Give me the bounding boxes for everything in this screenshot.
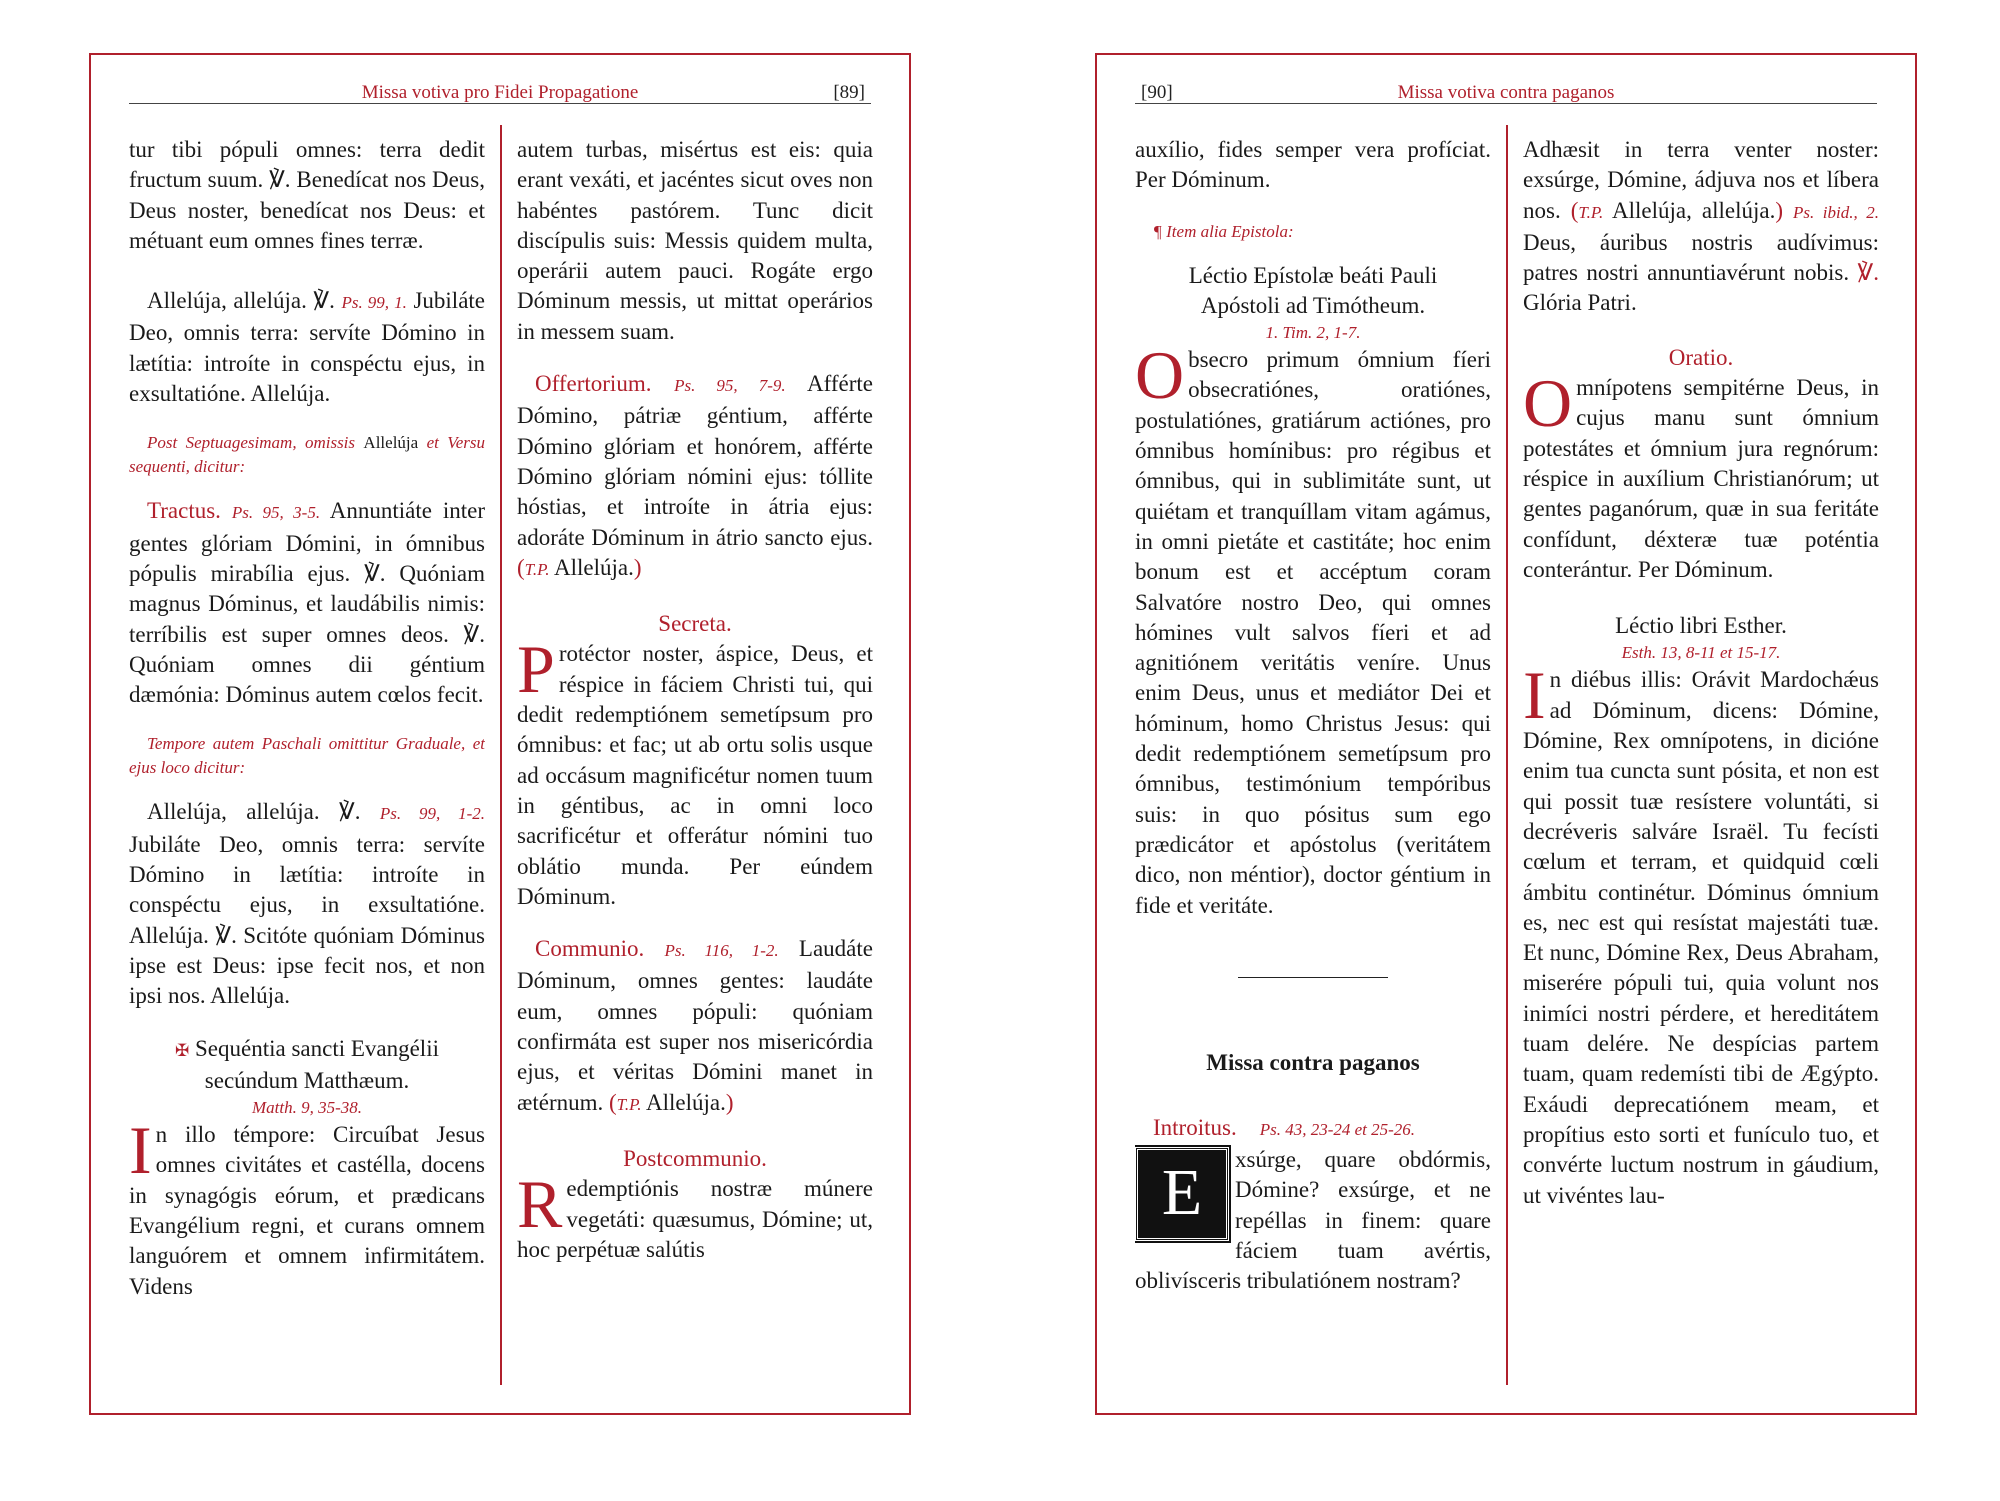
right-page xyxy=(1095,53,1917,1415)
gospel-text: In illo témpore: Circuíbat Jesus omnes civitátes et castélla, docens in synagógis eórum, et prædicans Evangélium regni, et curans omnem languórem et omnem infirmitátem. Videns xyxy=(129,1112,485,1299)
verse-text: Adhæsit in terra venter noster: exsúrge, Dómine, ádjuva nos et líbera nos. (T.P. Allelúja, allelúja.) Ps. ibid., 2. Deus, áuribus nostris audívimus: patres nostri annuntiavérunt nobis. ℣. Glória Patri. xyxy=(1523,137,1879,316)
drop-cap: I xyxy=(129,1112,152,1189)
prayer-ending: auxílio, fides semper vera profíciat. Per Dóminum. xyxy=(1135,137,1491,193)
oratio-text: Omnípotens sempitérne Deus, in cujus manu sunt ómnium potestátes et ómnium jura regnórum: réspice in auxílium Christianórum; ut gentes paganórum, quæ in sua feritáte confídunt, déxteræ tuæ poténtia conterántur. Per Dóminum. xyxy=(1523,365,1879,582)
tractus: Tractus. Ps. 95, 3-5. Annuntiáte inter gentes glóriam Dómini, in ómnibus pópulis mirabília ejus. ℣. Quóniam magnus Dóminus, et laudábilis nimis: terríbilis est super omnes deos. ℣. Quóniam omnes dii géntium dæmónia: Dóminus autem cœlos fecit. xyxy=(129,498,485,708)
epistle-text: Obsecro primum ómnium fíeri obsecratiónes, oratiónes, postulatiónes, gratiárum actiónes, pro ómnibus homínibus: pro régibus et ómnibus, qui in sublimitáte sunt, ut quiétam et tranquíllam vitam agámus, in omni pietáte et castitáte; hoc enim bonum est et accéptum coram Salvatóre nostro Deo, qui omnes hómines vult salvos fíeri et ad agnitiónem veritátis veníre. Unus enim Deus, unus et mediátor Dei et hóminum, homo Christus Jesus: qui dedit redemptiónem semetípsum pro ómnibus, testimónium tempóribus suis: in quo pósitus sum ego prædicátor et apóstolus (veritátem dico, non méntior), doctor géntium in fide et veritáte. xyxy=(1135,337,1491,918)
right-column-1 xyxy=(1135,135,1491,1395)
gospel-title-2: secúndum Matthæum. xyxy=(204,1067,410,1093)
left-page-number: [89] xyxy=(833,82,865,103)
drop-cap: P xyxy=(517,631,555,708)
left-page-header xyxy=(129,67,871,104)
mass-title: Missa contra paganos xyxy=(1206,1050,1420,1076)
drop-cap: O xyxy=(1523,365,1573,442)
column-divider xyxy=(500,125,502,1385)
epistle-title: Léctio Epístolæ beáti Pauli xyxy=(1188,262,1438,288)
column-divider xyxy=(1506,125,1508,1385)
drop-cap: O xyxy=(1135,337,1185,414)
introitus-heading: Introitus. Ps. 43, 23-24 et 25-26. xyxy=(1153,1114,1416,1140)
postcommunio-heading: Postcommunio. xyxy=(623,1145,767,1171)
epistle-title-2: Apóstoli ad Timótheum. xyxy=(1200,292,1426,318)
section-rule xyxy=(1238,977,1388,979)
left-column-1 xyxy=(129,135,485,1395)
drop-cap: R xyxy=(517,1166,563,1243)
secreta-heading: Secreta. xyxy=(658,611,732,637)
right-page-number: [90] xyxy=(1141,82,1173,103)
gospel-ref: Matth. 9, 35-38. xyxy=(251,1098,363,1118)
right-header-title: Missa votiva contra paganos xyxy=(1397,82,1615,103)
rubric-septuagesima: Post Septuagesimam, omissis Allelúja et Versu sequenti, dicitur: xyxy=(129,433,485,477)
alleluia-verse: Allelúja, allelúja. ℣. Ps. 99, 1. Jubiláte Deo, omnis terra: servíte Dómino in lætítia: introíte in conspéctu ejus, in exsultatióne. Allelúja. xyxy=(129,288,485,407)
offertorium: Offertorium. Ps. 95, 7-9. Afférte Dómino, pátriæ géntium, afférte Dómino glóriam et honórem, afférte Dómino glóriam nómini ejus: tóllite hóstias, et introíte in átria ejus: adoráte Dóminum in átrio sancto ejus. (T.P. Allelúja.) xyxy=(517,371,873,580)
introitus-text: E xsúrge, quare obdórmis, Dómine? exsúrge, et ne repéllas in finem: quare fáciem tuam avértis, oblivísceris tribulatiónem nostram? xyxy=(1135,1146,1491,1294)
gospel-continued: autem turbas, misértus est eis: quia erant vexáti, et jacéntes sicut oves non habéntes pastórem. Tunc dicit discípulis suis: Messis quidem multa, operárii autem pauci. Rogáte ergo Dóminum messis, ut mittat operários in messem suam. xyxy=(517,137,873,344)
lectio-text: In diébus illis: Orávit Mardochǽus ad Dóminum, dicens: Dómine, Dómine, Rex omnípotens, in dicióne enim tua cuncta sunt pósita, et non est qui possit tuæ resístere voluntáti, si decréveris salváre Israël. Tu fecísti cœlum et terram, et quidquid cœli ámbitu continétur. Dóminus ómnium es, nec est qui resístat majestáti tuæ. Et nunc, Dómine Rex, Deus Abraham, miserére pópuli tui, quia volunt nos inimíci nostri pérdere, et hereditátem tuam delére. Ne despícias partem tuam, quam redemísti tibi de Ægýpto. Exáudi deprecatiónem meam, et propítius esto sorti et funículo tuo, et convérte luctum nostrum in gáudium, ut vivéntes lau- xyxy=(1523,657,1879,1208)
secreta-text: Protéctor noster, áspice, Deus, et réspice in fáciem Christi tui, qui dedit redemptiónem semetípsum pro ómnibus: et fac; ut ab ortu solis usque ad occásum magnificétur nomen tuum in géntibus, ac in omni loco sacrificétur et offerátur nómini tuo oblátio munda. Per eúndem Dóminum. xyxy=(517,631,873,909)
alleluia-verse-2: Allelúja, allelúja. ℣. Ps. 99, 1-2. Jubiláte Deo, omnis terra: servíte Dómino in lætítia: introíte in conspéctu ejus, in exsultatióne. Allelúja. ℣. Scitóte quóniam Dóminus ipse est Deus: ipse fecit nos, et non ipsi nos. Allelúja. xyxy=(129,799,485,1009)
epistle-ref: 1. Tim. 2, 1-7. xyxy=(1265,323,1361,343)
gospel-title: ✠ Sequéntia sancti Evangélii xyxy=(175,1035,439,1061)
left-column-2 xyxy=(517,135,873,1395)
cross-icon: ✠ xyxy=(175,1040,190,1060)
postcommunio-text: Redemptiónis nostræ múnere vegetáti: quæsumus, Dómine; ut, hoc perpétuæ salútis xyxy=(517,1166,873,1262)
oratio-heading: Oratio. xyxy=(1668,344,1734,370)
right-page-header xyxy=(1135,67,1877,104)
rubric-paschal: Tempore autem Paschali omittitur Graduale, et ejus loco dicitur: xyxy=(129,734,485,778)
communio: Communio. Ps. 116, 1-2. Laudáte Dóminum, omnes gentes: laudáte eum, omnes pópuli: quóniam confirmáta est super nos misericórdia ejus, et véritas Dómini manet in ætérnum. (T.P. Allelúja.) xyxy=(517,936,873,1115)
right-column-2 xyxy=(1523,135,1879,1395)
lectio-title: Léctio libri Esther. xyxy=(1615,613,1787,639)
drop-cap: I xyxy=(1523,657,1546,734)
lectio-ref: Esth. 13, 8-11 et 15-17. xyxy=(1621,643,1781,663)
left-page xyxy=(89,53,911,1415)
rubric-epistola: ¶ Item alia Epistola: xyxy=(1153,221,1294,241)
psalm-text: tur tibi pópuli omnes: terra dedit fructum suum. ℣. Benedícat nos Deus, Deus noster, benedícat nos Deus: et métuant eum omnes fines terræ. xyxy=(129,137,485,253)
left-header-title: Missa votiva pro Fidei Propagatione xyxy=(361,82,639,103)
ornamental-initial-icon: E xyxy=(1135,1147,1229,1241)
